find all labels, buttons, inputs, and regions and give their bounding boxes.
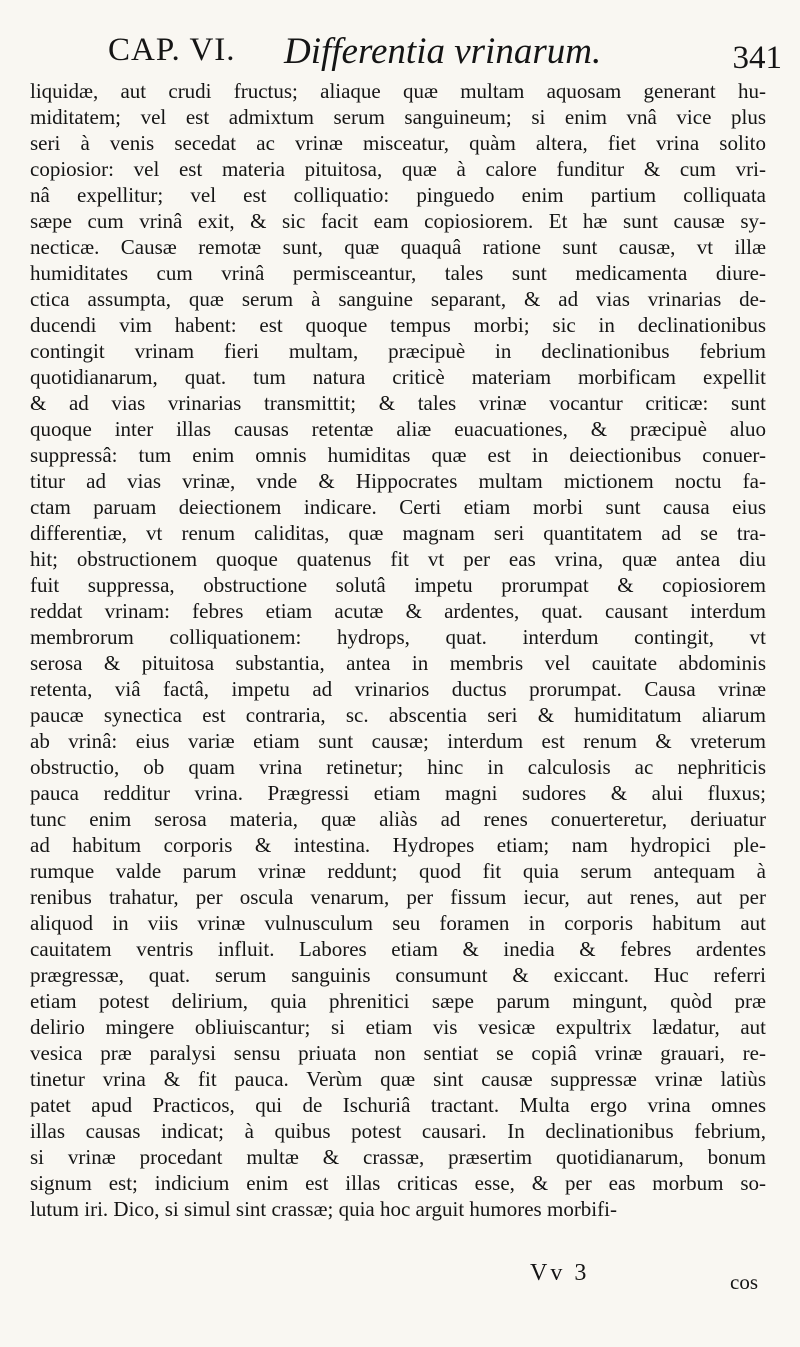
text-line: ducendi vim habent: est quoque tempus morbi; sic in declinationibus bbox=[30, 313, 766, 337]
text-line: aliquod in viis vrinæ vulnusculum seu foramen in corporis habitum aut bbox=[30, 911, 766, 935]
running-title: Differentia vrinarum. bbox=[284, 31, 602, 72]
text-line: patet apud Practicos, qui de Ischuriâ tractant. Multa ergo vrina omnes bbox=[30, 1093, 766, 1117]
text-line: obstructio, ob quam vrina retinetur; hinc in calculosis ac nephriticis bbox=[30, 755, 766, 779]
text-line: titur ad vias vrinæ, vnde & Hippocrates multam mictionem noctu fa- bbox=[30, 469, 766, 493]
text-line: sæpe cum vrinâ exit, & sic facit eam copiosiorem. Et hæ sunt causæ sy- bbox=[30, 209, 766, 233]
text-line: ctam paruam deiectionem indicare. Certi etiam morbi sunt causa eius bbox=[30, 495, 766, 519]
text-line: seri à venis secedat ac vrinæ misceatur, quàm altera, fiet vrina solito bbox=[30, 131, 766, 155]
text-line: retenta, viâ factâ, impetu ad vrinarios ductus prorumpat. Causa vrinæ bbox=[30, 677, 766, 701]
page-number: 341 bbox=[732, 40, 782, 76]
text-line: rumque valde parum vrinæ reddunt; quod fit quia serum antequam à bbox=[30, 859, 766, 883]
text-line: ad habitum corporis & intestina. Hydropes etiam; nam hydropici ple- bbox=[30, 833, 766, 857]
text-line: miditatem; vel est admixtum serum sanguineum; si enim vnâ vice plus bbox=[30, 105, 766, 129]
text-line: ab vrinâ: eius variæ etiam sunt causæ; interdum est renum & vreterum bbox=[30, 729, 766, 753]
chapter-heading: CAP. VI. bbox=[108, 32, 236, 68]
signature-mark: Vv 3 bbox=[530, 1260, 590, 1286]
text-line: suppressâ: tum enim omnis humiditas quæ est in deiectionibus conuer- bbox=[30, 443, 766, 467]
text-line: fuit suppressa, obstructione solutâ impetu prorumpat & copiosiorem bbox=[30, 573, 766, 597]
text-line: & ad vias vrinarias transmittit; & tales vrinæ vocantur criticæ: sunt bbox=[30, 391, 766, 415]
text-line: hit; obstructionem quoque quatenus fit vt per eas vrina, quæ antea diu bbox=[30, 547, 766, 571]
text-line: liquidæ, aut crudi fructus; aliaque quæ multam aquosam generant hu- bbox=[30, 79, 766, 103]
text-line: tunc enim serosa materia, quæ aliàs ad renes conuerteretur, deriuatur bbox=[30, 807, 766, 831]
catchword: cos bbox=[730, 1270, 758, 1294]
text-line: serosa & pituitosa substantia, antea in membris vel cauitate abdominis bbox=[30, 651, 766, 675]
text-line: pauca redditur vrina. Prægressi etiam magni sudores & alui fluxus; bbox=[30, 781, 766, 805]
text-line: reddat vrinam: febres etiam acutæ & ardentes, quat. causant interdum bbox=[30, 599, 766, 623]
text-line: humiditates cum vrinâ permisceantur, tales sunt medicamenta diure- bbox=[30, 261, 766, 285]
body-text bbox=[30, 78, 766, 1222]
page-header bbox=[100, 28, 790, 84]
text-line: illas causas indicat; à quibus potest causari. In declinationibus febrium, bbox=[30, 1119, 766, 1143]
text-line: si vrinæ procedant multæ & crassæ, præsertim quotidianarum, bonum bbox=[30, 1145, 766, 1169]
text-line: nâ expellitur; vel est colliquatio: pinguedo enim partium colliquata bbox=[30, 183, 766, 207]
page-footer bbox=[0, 1260, 800, 1320]
text-line: cauitatem ventris influit. Labores etiam & inedia & febres ardentes bbox=[30, 937, 766, 961]
text-line: lutum iri. Dico, si simul sint crassæ; quia hoc arguit humores morbifi- bbox=[30, 1197, 617, 1221]
text-line: ctica assumpta, quæ serum à sanguine separant, & ad vias vrinarias de- bbox=[30, 287, 766, 311]
text-line: signum est; indicium enim est illas criticas esse, & per eas morbum so- bbox=[30, 1171, 766, 1195]
text-line: differentiæ, vt renum caliditas, quæ magnam seri quantitatem ad se tra- bbox=[30, 521, 766, 545]
text-line: copiosior: vel est materia pituitosa, quæ à calore funditur & cum vri- bbox=[30, 157, 766, 181]
text-line: tinetur vrina & fit pauca. Verùm quæ sint causæ suppressæ vrinæ latiùs bbox=[30, 1067, 766, 1091]
text-line: delirio mingere obliuiscantur; si etiam vis vesicæ expultrix lædatur, aut bbox=[30, 1015, 766, 1039]
text-line: paucæ synectica est contraria, sc. abscentia seri & humiditatum aliarum bbox=[30, 703, 766, 727]
text-line: etiam potest delirium, quia phrenitici sæpe parum mingunt, quòd præ bbox=[30, 989, 766, 1013]
text-line: necticæ. Causæ remotæ sunt, quæ quaquâ ratione sunt causæ, vt illæ bbox=[30, 235, 766, 259]
text-line: vesica præ paralysi sensu priuata non sentiat se copiâ vrinæ grauari, re- bbox=[30, 1041, 766, 1065]
text-line: quotidianarum, quat. tum natura criticè materiam morbificam expellit bbox=[30, 365, 766, 389]
text-line: renibus trahatur, per oscula venarum, per fissum iecur, aut renes, aut per bbox=[30, 885, 766, 909]
text-line: contingit vrinam fieri multam, præcipuè in declinationibus febrium bbox=[30, 339, 766, 363]
text-line: prægressæ, quat. serum sanguinis consumunt & exiccant. Huc referri bbox=[30, 963, 766, 987]
text-line: membrorum colliquationem: hydrops, quat. interdum contingit, vt bbox=[30, 625, 766, 649]
text-line: quoque inter illas causas retentæ aliæ euacuationes, & præcipuè aluo bbox=[30, 417, 766, 441]
